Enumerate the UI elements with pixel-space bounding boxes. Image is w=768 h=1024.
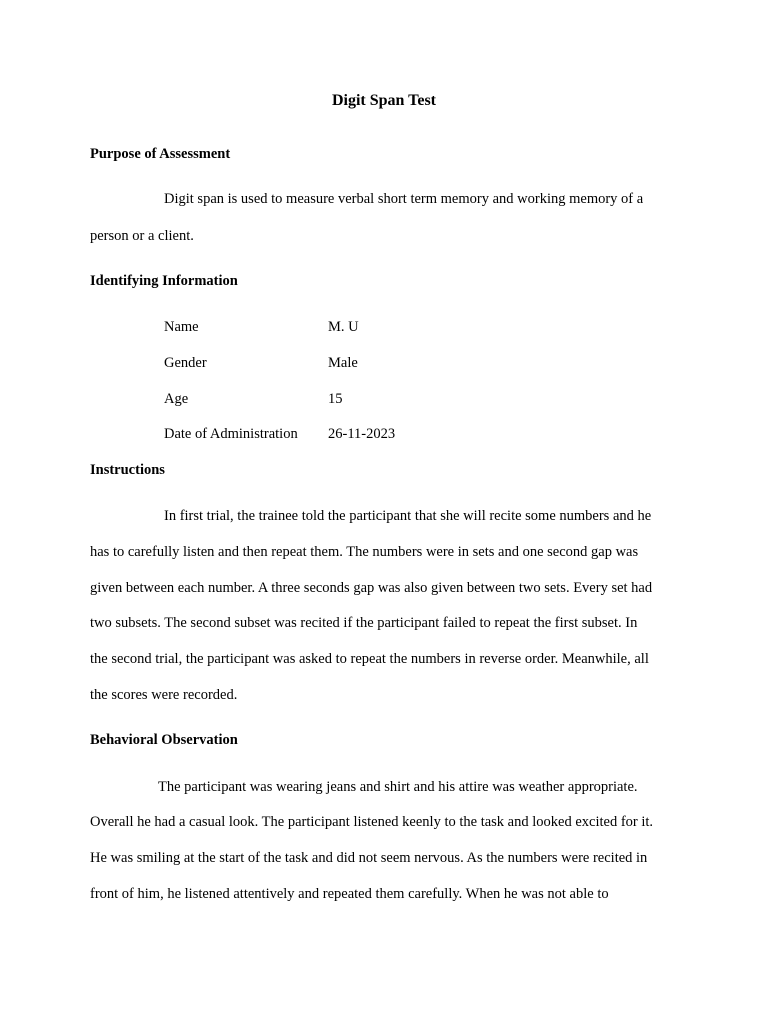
purpose-line: Digit span is used to measure verbal short term memory and working memory of a [164,191,644,207]
info-value: 26-11-2023 [328,426,396,442]
instructions-line: In first trial, the trainee told the participant that she will recite some numbers and he [164,508,652,524]
info-value: Male [328,355,358,371]
instructions-line: the scores were recorded. [90,687,238,703]
behavioral-line: front of him, he listened attentively and repeated them carefully. When he was not able to [90,886,609,902]
behavioral-line: He was smiling at the start of the task and did not seem nervous. As the numbers were recited in [90,850,648,866]
behavioral-heading: Behavioral Observation [90,732,238,748]
info-row-gender [164,355,464,375]
identifying-heading: Identifying Information [90,273,238,289]
info-label: Age [164,391,189,407]
purpose-line: person or a client. [90,228,194,244]
info-value: 15 [328,391,343,407]
info-value: M. U [328,319,359,335]
behavioral-line: The participant was wearing jeans and shirt and his attire was weather appropriate. [158,779,638,795]
info-label: Gender [164,355,207,371]
purpose-heading: Purpose of Assessment [90,146,231,162]
info-row-name [164,319,464,339]
info-row-age [164,391,464,411]
info-label: Name [164,319,199,335]
behavioral-line: Overall he had a casual look. The participant listened keenly to the task and looked excited for it. [90,814,654,830]
instructions-line: two subsets. The second subset was recited if the participant failed to repeat the first subset. In [90,615,638,631]
instructions-line: has to carefully listen and then repeat them. The numbers were in sets and one second gap was [90,544,639,560]
instructions-heading: Instructions [90,462,165,478]
document-title: Digit Span Test [331,92,437,109]
info-label: Date of Administration [164,426,298,442]
instructions-line: given between each number. A three seconds gap was also given between two sets. Every set had [90,580,653,596]
info-row-date [164,426,464,446]
instructions-line: the second trial, the participant was asked to repeat the numbers in reverse order. Meanwhile, all [90,651,649,667]
